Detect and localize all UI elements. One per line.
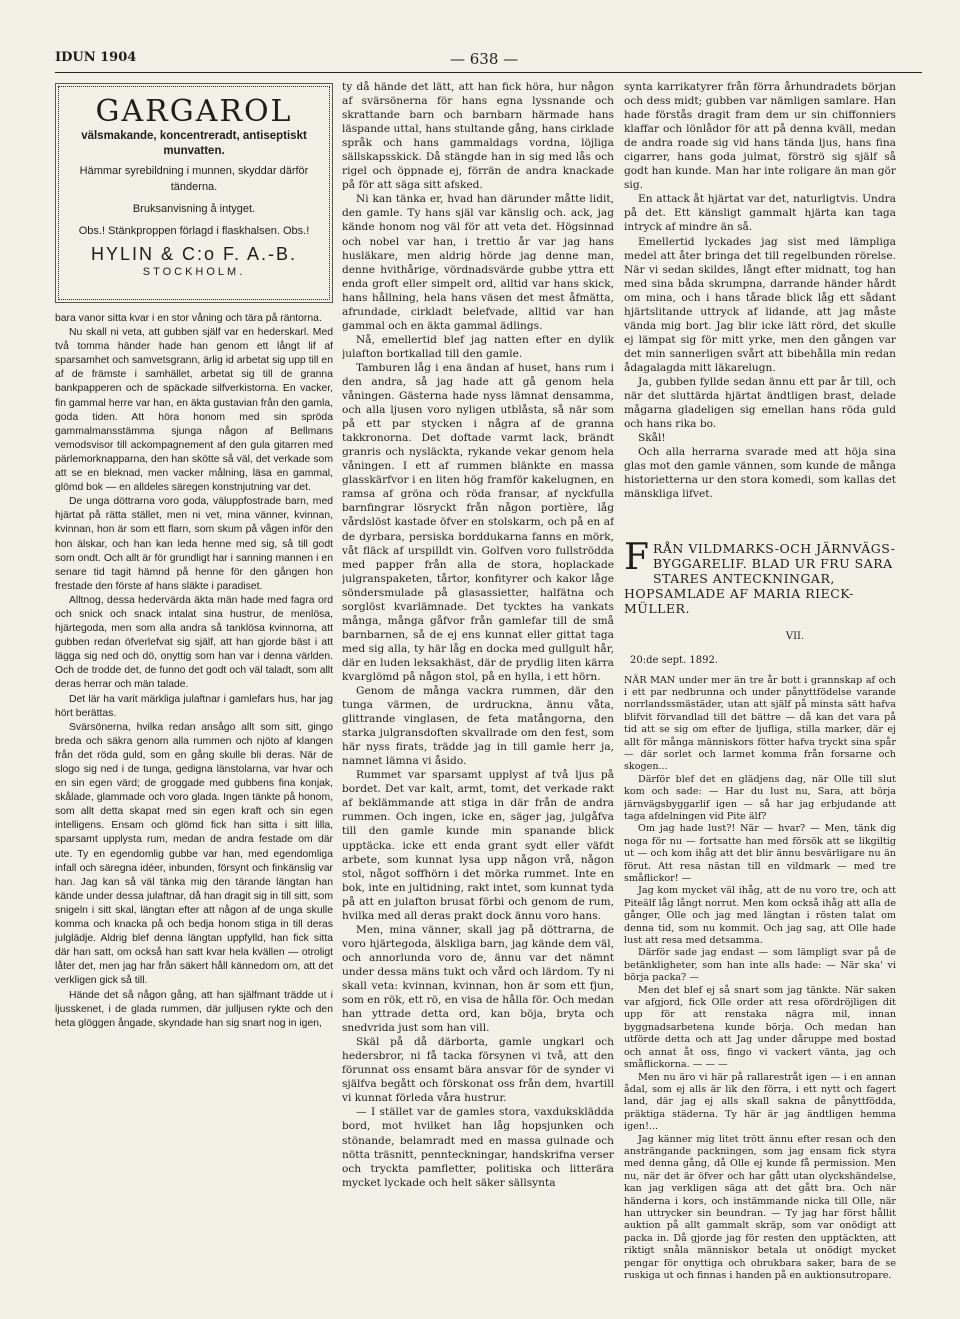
column-1-text	[55, 312, 333, 1031]
paragraph: Nå, emellertid blef jag natten efter en dylik julafton bortkallad till den gamle.	[342, 333, 614, 360]
paragraph: Men, mina vänner, skall jag på döttrarna, de voro hjärtegoda, älskliga barn, jag kände dem väl, och annorlunda voro de, ännu var det nämnt under dessa mäns tukt och vård och lärdom. Ty ni skall veta: kvinnan, kvinnan, hon är som ett fjun, som en rök, ett rö, en visa de hålla för. Och medan han yttrade detta ord, kan böja, bryta och snedvrida just som han vill.	[342, 923, 614, 1035]
paragraph: Skäl på då därborta, gamle ungkarl och hedersbror, ni få tacka försynen vi två, att den förunnat oss ensamt bära ansvar för de synder vi själfva begått och förskonat oss från dem, hvartill vi kunnat förleda våra hustrur.	[342, 1036, 614, 1105]
paragraph: — I stället var de gamles stora, vaxduksklädda bord, mot hvilket han låg hopsjunken och stönande, belamradt med en massa gulnade och nötta träsnitt, pennteckningar, handskrifna verser och tryckta pamfletter, politiska och litterära mycket lyckade och helt säker sällsynta	[342, 1106, 614, 1189]
paragraph: Men nu äro vi här på rallarestråt igen — i en annan ådal, som ej alls är lik den förra, i ett nytt och fagert land, där jag ej alls skall sakna de pånyttfödda, präktiga städerna. Ty här är jag ändtligen hemma igen!...	[624, 1071, 896, 1133]
paragraph: bara vanor sitta kvar i en stor våning och tära på räntorna.	[55, 313, 322, 324]
paragraph: Om jag hade lust?! När — hvar? — Men, tänk dig noga för nu — fortsatte han med försök att se likgiltig ut — och kom ihåg att det blir ännu besvärligare nu än förut. Att resa nästan till en vildmark — med tre småflickor! —	[624, 823, 896, 884]
chapter-number: VII.	[785, 631, 805, 643]
paragraph: Emellertid lyckades jag sist med lämpliga medel att åter bringa det till regelbunden rörelse. När vi sedan skildes, långt efter midnatt, tog han med sina båda skrumpna, darrande händer hårdt om mina, och i hans tårade blick låg ett sådant hjärtslitande uttryck af lidande, att jag måste vända mig bort. Jag blir icke lätt rörd, det skulle ej lämpat sig för mitt yrke, men den gången var det min sannerligen svårt att bibehålla min redan ådagalagda mitt läkarelugn.	[624, 235, 896, 374]
paragraph: Ja, gubben fyllde sedan ännu ett par år till, och när det sluttärda hjärtat ändtligen brast, delade mågarna gladeligen sig emellan hans röda guld och hans rika bo.	[624, 375, 896, 431]
article-title: RÅN VILDMARKS-OCH JÄRNVÄGS-BYGGARELIF. BLAD UR FRU SARA STARES ANTECKNINGAR, HOPSAMLADE AF MARIA RIECK-MÜLLER.	[624, 541, 896, 617]
paragraph: ty då hände det lätt, att han fick höra, hur någon af svärsönerna för hans egna lyssnande och skrattande barn och barnbarn härmade hans läspande uttal, hans stultande gång, hans cirklade språk och hans gammaldags vordna, löjliga sällskapsskick. Då stängde han in sig med lås och rigel och öppnade ej, förrän de andra knackade på för att säga sitt afsked.	[342, 81, 614, 192]
ad-line-1: Hämmar syrebildning i munnen, skyddar därför tänderna.	[79, 165, 309, 193]
paragraph: Svärsönerna, hvilka redan ansågo allt som sitt, gingo breda och säkra genom alla rummen och njöto af klangen från det röda guld, som en gång skulle bli deras. När de slogo sig ned i de tunga, gedigna länstolarna, var hvar och en sin egen värd; de groggade med gubbens fina konjak, skålade, glammade och voro glada. Ingen tänkte på honom, som allt detta skapat med sin egen kraft och sin egen intelligens. Ensam och glömd fick han sitta i sitt lilla, sparsamt upplysta rum, medan de andra festade om där ute. Ty en egendomlig gubbe var han, med egendomliga infall och säregna idéer, inbunden, försynt och finkänslig var han. Jag kan så väl tänka mig den tärande längtan han kände under dessa julaftnar, då han dragit sig in till sitt, som snigeln i sitt skal, längtan efter att någon af de unga skulle komma och knacka på och bedja honom stiga in till deras julglädje. Aldrig blef denna längtan uppfylld, han fick sitta där han satt, om också han satt kvar hela kvällen — otroligt låter det, men jag har från säkert håll kännedom om, att det verkligen gick så till.	[55, 721, 333, 987]
ad-subtitle: välsmakande, koncentreradt, antiseptiskt munvatten.	[81, 130, 307, 157]
paragraph: Men det blef ej så snart som jag tänkte. När saken var afgjord, fick Olle order att resa ofördröjligen dit upp för att renstaka nägra mil, innan byggnadsarbetena kunde börja. Och medan han utförde detta och att Jag under dåruppe med bostad och annat åt oss, fingo vi vackert vänta, jag och småflickorna. — — —	[624, 984, 896, 1071]
paragraph: En attack åt hjärtat var det, naturligtvis. Undra på det. Ett känsligt gammalt hjärta kan taga intryck af mindre än så.	[624, 193, 896, 234]
ad-company: HYLIN & C:o F. A.-B.	[90, 244, 298, 264]
paragraph: Hände det så någon gång, att han själfmant trädde ut i ljusskenet, i de glada rummen, där julljusen rykte och den heta glöggen ångade, skyndade han sig snart nog in igen,	[55, 989, 333, 1029]
paragraph: Genom de många vackra rummen, där den tunga värmen, de urdruckna, ännu våta, glittrande vinglasen, de feta matångorna, den starka julgransdoften skvallrade om den fest, som här nyss firats, trädde jag in till gamle herr ja, namnet lämna vi åsido.	[342, 685, 614, 768]
article-heading	[624, 537, 896, 668]
paragraph: synta karrikatyrer från förra århundradets början och dess midt; gubben var nämligen samlare. Han hade förstås dragit fram dem ur sin chiffonniers klaffar och lönlådor för att på denna kväll, medan de andra roade sig vid hans tända ljus, hans fina cigarrer, hans goda julmat, förströ sig själf så godt han kunde. Man har inte roligare än man gör sig.	[624, 81, 896, 192]
paragraph: Och alla herrarna svarade med att höja sina glas mot den gamle vännen, som kunde de många historietterna ur den stora komedi, som kallas det mänskliga lifvet.	[624, 446, 896, 501]
diary-date: 20:de sept. 1892.	[630, 655, 719, 667]
page-number: — 638 —	[450, 50, 519, 68]
paragraph: Därför sade jag endast — som lämpligt svar på de betänkligheter, som han inte alls hade: — När ska' vi börja packa? —	[624, 947, 896, 984]
paragraph: Rummet var sparsamt upplyst af två ljus på bordet. Det var kalt, armt, tomt, det verkade rakt af beklämmande att stiga in där från de andra rummen. Och ingen, icke en, säger jag, julgåfva till den gamle kunde min spanande blick upptäcka. icke ett enda grant sydt eller väfdt arbete, som kunnat lysa upp någon vrå, någon stol, något soffhörn i det mörka rummet. Inte en bok, inte en jultidning, rakt intet, som kunnat tyda på att en julafton brusat förbi och genom de rum, hvilka med all deras prakt dock ännu voro hans.	[342, 769, 614, 922]
paragraph: Ni kan tänka er, hvad han därunder måtte lidit, den gamle. Ty hans själ var känslig och. ack, jag kände honom nog väl för att veta det. Högsinnad och nobel var han, i trettio år var jag hans husläkare, men aldrig hörde jag denne man, denne hvithårige, vördnadsvärde gubbe yttra ett enda groft eller simpelt ord, alltid var hans skick, hans hållning, hela hans väsen det mest åfmätta, afrundade, cirkladt belefvade, alltid var han gammal och en äkta gammal ädlings.	[342, 193, 614, 332]
paragraph: Jag kom mycket väl ihåg, att de nu voro tre, och att Piteälf låg långt norrut. Men kom också ihåg att alla de gånger, Olle och jag med längtan i rösten talat om denna tid, som nu kommit. Och jag sag, att Olle hade lust att resa med detsamma.	[624, 885, 896, 947]
column-1	[55, 80, 333, 1295]
publication-title: IDUN 1904	[55, 50, 137, 65]
gargarol-advertisement	[58, 86, 330, 300]
ad-title: GARGAROL	[95, 94, 293, 129]
drop-cap: F	[624, 537, 649, 579]
ad-city: STOCKHOLM.	[142, 266, 246, 278]
paragraph: Det lär ha varit märkliga julaftnar i gamlefars hus, har jag hört berättas.	[55, 693, 333, 719]
column-2	[342, 80, 614, 1295]
paragraph: Alltnog, dessa hedervärda äkta män hade med fagra ord och snick och snack intalat sina hustrur, de menlösa, hjärtegoda, men som alla andra så tanklösa kvinnorna, att gubben redan öfverlefvat sig själf, att han gjorde bäst i att lägga sig ned och dö, onyttig som han var i denna världen. Och de trodde det, de funno det godt och väl taladt, som allt deras herrar och män talade.	[55, 594, 333, 691]
article-body	[624, 675, 896, 1283]
page-header	[55, 48, 922, 70]
paragraph: Skål!	[638, 432, 666, 445]
ad-line-3: Obs.! Stänkproppen förlagd i flaskhalsen. Obs.!	[78, 225, 310, 237]
column-3	[624, 80, 896, 1295]
ad-line-2: Bruksanvisning å intyget.	[132, 203, 256, 215]
paragraph: Därför blef det en glädjens dag, när Olle till slut kom och sade: — Har du lust nu, Sara, att börja järnvägsbyggarlif igen — så har jag erbjudande att taga afdelningen vid Pite älf?	[624, 773, 896, 822]
paragraph: NÄR MAN under mer än tre år bott i grannskap af och i ett par nedbrunna och under pånyttfödelse varande norrlandssmästäder, utan att själf på minsta sätt hafva blifvit förvandlad till det bättre — då kan det vara på tid att se sig om efter de ljufliga, stilla marker, där ej allt för många människors fötter hafva tryckt sina spår — där sorlet och larmet komma från forsarne och skogen...	[624, 674, 896, 773]
paragraph: Tamburen låg i ena ändan af huset, hans rum i den andra, så jag hade att gå genom hela våningen. Gästerna hade nyss lämnat densamma, och alla ljusen voro nyligen utblåsta, så när som på ett par stycken i några af de granna takkronorna. Det doftade varmt lack, brändt granris och nysläckta, rykande vekar genom hela våningen. I ett af rummen blänkte en massa glasskärfvor i en liten hög framför kakelugnen, en ramsa af gröna och röda fransar, af nyckfulla barnfingrar lösryckt från någon portière, låg vårdslöst kastade öfver en stolskarm, och på en af de dyrbara, persiska borddukarna fanns en mörk, våt fläck af urspilldt vin. Golfven voro fullströdda med papper från alla de stora, hoplackade julgranspaketen, tårtor, konfityrer och kakor låge söndersmulade på glasassietter, halfätna och sorglöst kvarlämnade. Det tycktes ha vankats många, många gåfvor från gamlefar till de små barnbarnen, så de ej ens kunnat eller gittat taga med sig alla, ty här låg en docka med gullgult hår, där en luden leksakhäst, där de prydlig liten kärra kvarglömd på någon stol, på en hylla, i ett hörn.	[342, 361, 614, 683]
paragraph: Nu skall ni veta, att gubben själf var en hederskarl. Med två tomma händer hade han genom ett långt lif af sparsamhet och samvetsgrann, ärlig id arbetat sig upp till en af de främste i samhället, arbetat sig till de granna bankpapperen och de späckade silfverkistorna. En vacker, fin gammal herre var han, en äkta gustavian från den gamla, goda tiden. Att höra honom med sin spröda gammalmansstämma sjunga någon af Bellmans vemodsvisor till ackompagnement af den gula gitarren med pärlemorknapparna, den han skötte så väl, det verkade som att se en bleknad, men vacker målning, läsa en gammal, glömd bok — en alldeles säregen konstnjutning var det.	[55, 327, 333, 494]
header-rule	[55, 72, 922, 73]
paragraph: Jag känner mig litet trött ännu efter resan och den ansträngande packningen, som jag ensam fick styra med denna gång, då Olle ej kunde få permission. Men nu, när det är öfver och har gått utan olyckshändelse, kan jag verkligen säga att det gått bra. Och när händerna i kors, och instämmande nicka till Olle, när han uttrycker sin beundran. — Ty jag har först hållit auktion på allt gammalt skräp, som var onödigt att packa in. Då gjorde jag för resten den upptäckten, att riktigt snåla människor betala ut onödigt mycket pengar för onyttiga och obrukbara saker, bara de se ruskiga ut och finnas i handen på en auktionsutropare.	[624, 1133, 896, 1281]
paragraph: De unga döttrarna voro goda, väluppfostrade barn, med hjärtat på rätta stället, men ni vet, mina vänner, kvinnan, kvinnan, hon är som ett flarn, som skum på vågen inför den hon älskar, och han kan leda henne med sig, så till godt som ondt. Och allt är för grundligt har i sanning mannen i en senare tid tagit hämnd på henne för den gången hon frestade den förste af hans släkte i paradiset.	[55, 496, 333, 592]
